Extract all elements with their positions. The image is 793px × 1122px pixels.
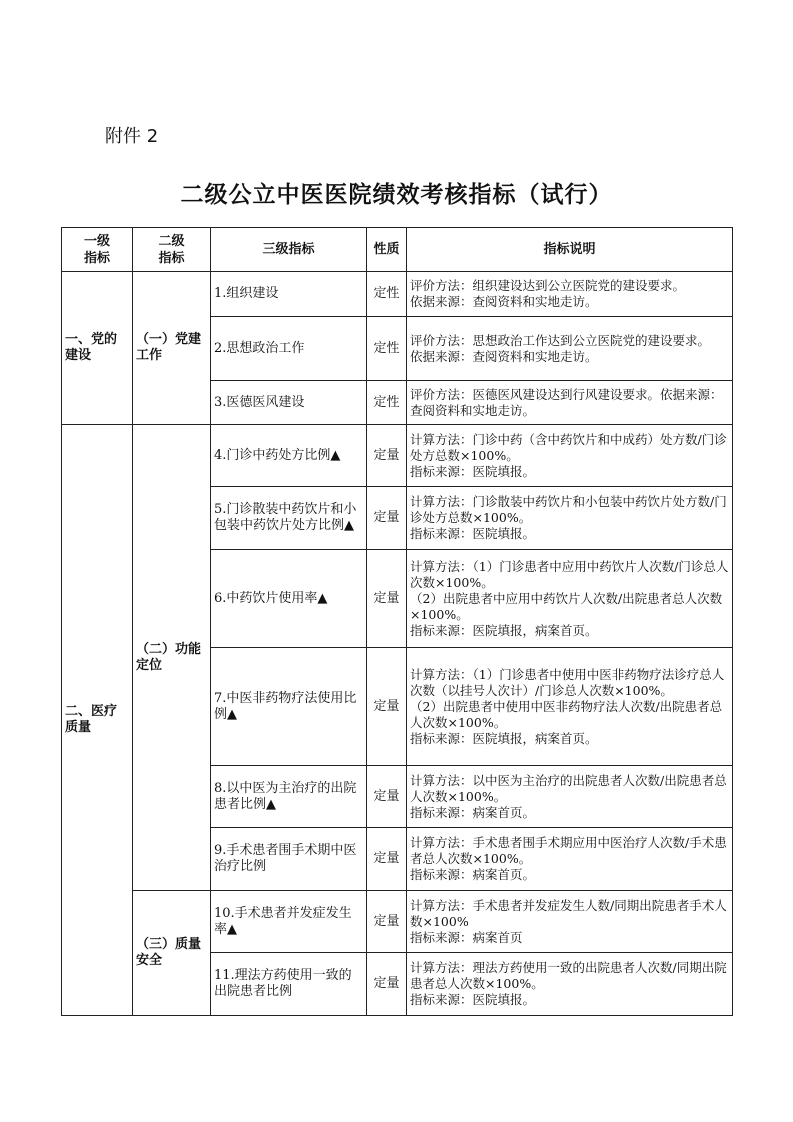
description-cell <box>407 272 733 317</box>
description-line: 指标来源：医院填报，病案首页。 <box>410 730 598 746</box>
table-row <box>62 272 733 317</box>
table-header-row <box>62 228 733 272</box>
nature-cell: 定性 <box>367 317 407 381</box>
level2-party-work: （一）党建工作 <box>133 272 211 425</box>
description-line: 评价方法：思想政治工作达到公立医院党的建设要求。 <box>410 332 711 348</box>
indicator-cell: 4.门诊中药处方比例▲ <box>211 425 367 487</box>
indicator-cell: 10.手术患者并发症发生率▲ <box>211 891 367 953</box>
level1-party-building: 一、党的建设 <box>62 272 133 425</box>
description-line: 评价方法：医德医风建设达到行风建设要求。依据来源：查阅资料和实地走访。 <box>410 386 723 418</box>
description-line: 指标来源：医院填报。 <box>410 463 536 479</box>
description-cell <box>407 766 733 828</box>
header-level3: 三级指标 <box>211 228 367 272</box>
description-cell <box>407 891 733 953</box>
table-row <box>62 425 733 487</box>
indicator-cell: 2.思想政治工作 <box>211 317 367 381</box>
indicator-cell: 9.手术患者围手术期中医治疗比例 <box>211 828 367 891</box>
indicator-table <box>61 227 733 1016</box>
indicator-cell: 7.中医非药物疗法使用比例▲ <box>211 648 367 766</box>
level2-function-positioning: （二）功能定位 <box>133 425 211 891</box>
nature-cell: 定性 <box>367 272 407 317</box>
header-level1: 一级 指标 <box>62 228 133 272</box>
description-cell <box>407 487 733 550</box>
nature-cell: 定量 <box>367 891 407 953</box>
indicator-cell: 5.门诊散装中药饮片和小包装中药饮片处方比例▲ <box>211 487 367 550</box>
nature-cell: 定性 <box>367 381 407 425</box>
description-cell <box>407 550 733 648</box>
indicator-cell: 1.组织建设 <box>211 272 367 317</box>
description-line: 计算方法：（1）门诊患者中应用中药饮片人次数/门诊总人次数×100%。 <box>410 558 729 590</box>
description-line: 计算方法：手术患者围手术期应用中医治疗人次数/手术患者总人次数×100%。 <box>410 835 727 866</box>
description-cell <box>407 317 733 381</box>
header-nature: 性质 <box>367 228 407 272</box>
description-line: 计算方法：门诊散装中药饮片和小包装中药饮片处方数/门诊处方总数×100%。 <box>410 494 727 525</box>
description-line: （2）出院患者中应用中药饮片人次数/出院患者总人次数×100%。 <box>410 590 723 622</box>
description-cell <box>407 381 733 425</box>
description-line: 计算方法：（1）门诊患者中使用中医非药物疗法诊疗总人次数（以挂号人次计）/门诊总人次数×100%。 <box>410 666 725 698</box>
nature-cell: 定量 <box>367 828 407 891</box>
nature-cell: 定量 <box>367 425 407 487</box>
indicator-cell: 3.医德医风建设 <box>211 381 367 425</box>
description-line: 计算方法：以中医为主治疗的出院患者人次数/出院患者总人次数×100%。 <box>410 772 727 804</box>
indicator-cell: 11.理法方药使用一致的出院患者比例 <box>211 953 367 1016</box>
description-cell <box>407 828 733 891</box>
description-line: （2）出院患者中使用中医非药物疗法人次数/出院患者总人次数×100%。 <box>410 698 723 730</box>
description-line: 评价方法：组织建设达到公立医院党的建设要求。 <box>410 278 686 293</box>
level1-medical-quality: 二、医疗质量 <box>62 425 133 1016</box>
level2-quality-safety: （三）质量安全 <box>133 891 211 1016</box>
nature-cell: 定量 <box>367 766 407 828</box>
description-line: 指标来源：医院填报。 <box>410 526 536 541</box>
description-line: 计算方法：理法方药使用一致的出院患者人次数/同期出院患者总人次数×100%。 <box>410 960 727 991</box>
nature-cell: 定量 <box>367 487 407 550</box>
description-line: 指标来源：病案首页。 <box>410 867 536 882</box>
description-cell <box>407 425 733 487</box>
description-line: 依据来源：查阅资料和实地走访。 <box>410 294 598 309</box>
description-cell <box>407 648 733 766</box>
indicator-cell: 8.以中医为主治疗的出院患者比例▲ <box>211 766 367 828</box>
description-line: 计算方法：门诊中药（含中药饮片和中成药）处方数/门诊处方总数×100%。 <box>410 431 727 463</box>
description-line: 指标来源：医院填报，病案首页。 <box>410 622 598 638</box>
description-line: 计算方法：手术患者并发症发生人数/同期出院患者手术人数×100% <box>410 897 727 929</box>
nature-cell: 定量 <box>367 648 407 766</box>
description-line: 依据来源：查阅资料和实地走访。 <box>410 348 598 364</box>
nature-cell: 定量 <box>367 953 407 1016</box>
description-cell <box>407 953 733 1016</box>
indicator-cell: 6.中药饮片使用率▲ <box>211 550 367 648</box>
description-line: 指标来源：医院填报。 <box>410 992 536 1007</box>
document-title: 二级公立中医医院绩效考核指标（试行） <box>180 182 613 208</box>
header-level2: 二级 指标 <box>133 228 211 272</box>
table-row <box>62 891 733 953</box>
description-line: 指标来源：病案首页。 <box>410 804 536 820</box>
header-description: 指标说明 <box>407 228 733 272</box>
attachment-label: 附件 2 <box>105 126 159 147</box>
description-line: 指标来源：病案首页 <box>410 929 523 945</box>
nature-cell: 定量 <box>367 550 407 648</box>
